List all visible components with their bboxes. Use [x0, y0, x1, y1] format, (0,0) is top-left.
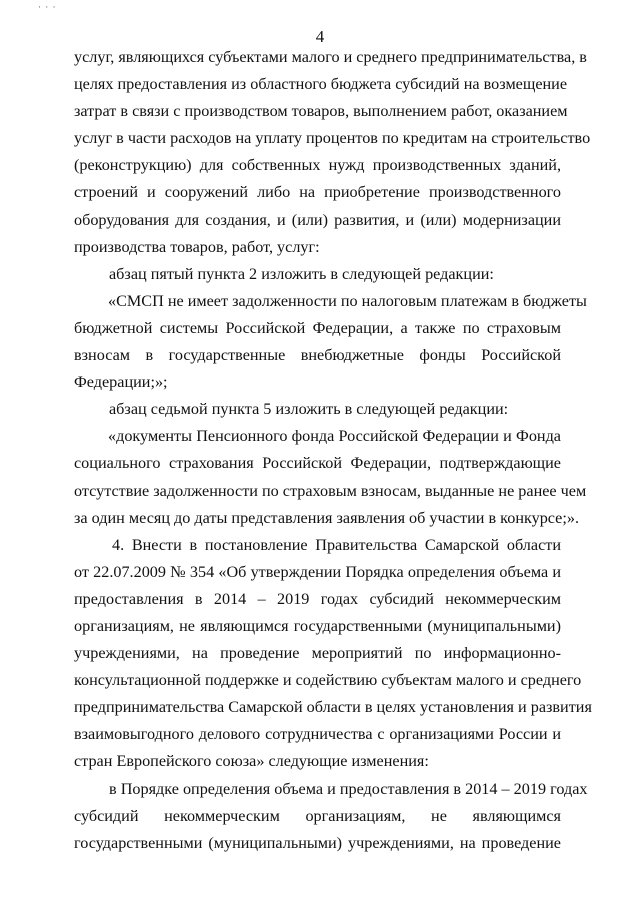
text-line: услуг, являющихся субъектами малого и среднего предпринимательства, в — [74, 48, 587, 66]
text-line: взносам в государственные внебюджетные фонды Российской — [74, 346, 561, 365]
text-line: абзац пятый пункта 2 изложить в следующей редакции: — [109, 264, 494, 283]
text-line: государственными (муниципальными) учреждениями, на проведение — [74, 833, 561, 852]
text-line: в Порядке определения объема и предоставления в 2014 – 2019 годах — [109, 779, 588, 798]
text-line: строений и сооружений либо на приобретение производственного — [74, 183, 561, 202]
text-line: 4. Внести в постановление Правительства Самарской области — [112, 535, 561, 554]
text-line: Федерации;»; — [74, 373, 168, 392]
text-line: абзац седьмой пункта 5 изложить в следующей редакции: — [109, 400, 509, 419]
text-line: организациям, не являющимся государственными (муниципальными) — [74, 616, 561, 635]
text-line: за один месяц до даты представления заявления об участии в конкурсе;». — [74, 508, 580, 527]
document-body — [74, 44, 592, 857]
text-line: бюджетной системы Российской Федерации, а также по страховым — [74, 318, 561, 337]
text-line: услуг в части расходов на уплату процентов по кредитам на строительство — [74, 129, 591, 148]
text-line: от 22.07.2009 № 354 «Об утверждении Порядка определения объема и — [74, 562, 561, 581]
text-line: стран Европейского союза» следующие изменения: — [74, 752, 429, 771]
page-number: 4 — [315, 27, 325, 46]
text-line: предоставления в 2014 – 2019 годах субсидий некоммерческим — [74, 589, 561, 608]
text-line: социального страхования Российской Федерации, подтверждающие — [74, 454, 561, 473]
text-line: производства товаров, работ, услуг: — [74, 237, 320, 256]
text-line: (реконструкцию) для собственных нужд производственных зданий, — [74, 156, 561, 175]
text-line: консультационной поддержке и содействию субъектам малого и среднего — [74, 671, 582, 690]
text-line: учреждениями, на проведение мероприятий по информационно- — [74, 644, 561, 663]
text-line: отсутствие задолженности по страховым взносам, выданные не ранее чем — [74, 481, 587, 500]
text-line: предпринимательства Самарской области в целях установления и развития — [74, 698, 592, 717]
text-line: взаимовыгодного делового сотрудничества с организациями России и — [74, 725, 561, 744]
text-line: субсидий некоммерческим организациям, не являющимся — [74, 806, 561, 825]
text-line: оборудования для создания, и (или) развития, и (или) модернизации — [74, 210, 561, 229]
text-line: затрат в связи с производством товаров, выполнением работ, оказанием — [74, 102, 568, 121]
text-line: «СМСП не имеет задолженности по налоговым платежам в бюджеты — [108, 291, 587, 310]
corner-mark: · · · — [38, 2, 57, 12]
text-line: целях предоставления из областного бюджета субсидий на возмещение — [74, 75, 568, 94]
text-line: «документы Пенсионного фонда Российской Федерации и Фонда — [108, 427, 561, 446]
